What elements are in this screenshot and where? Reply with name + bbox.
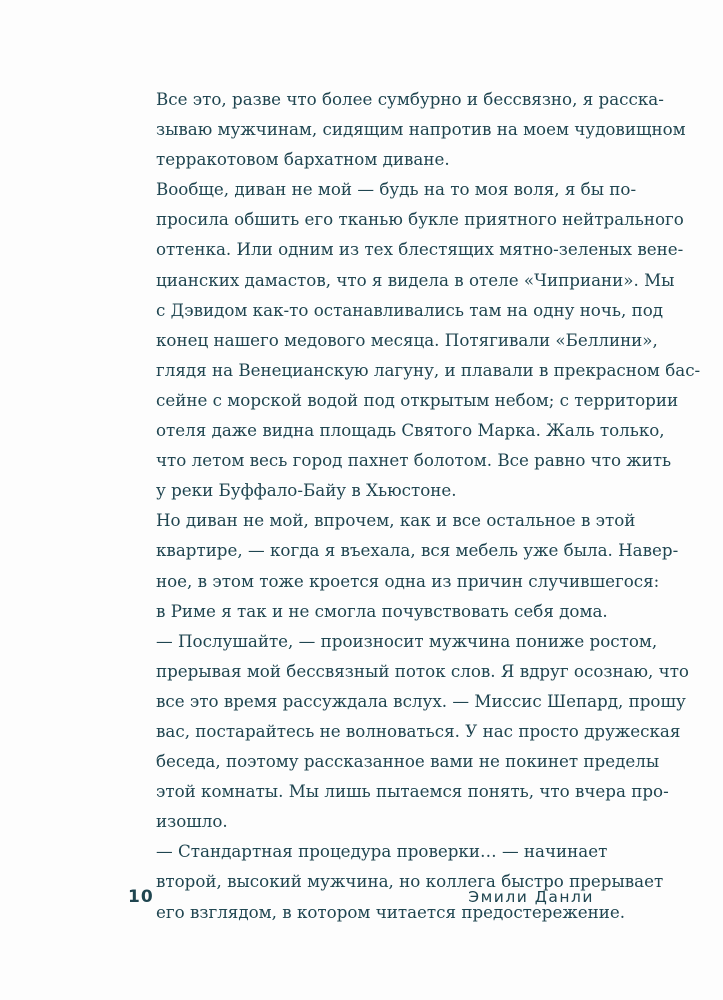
- text-line: — Послушайте, — произносит мужчина пониже ростом,: [156, 630, 658, 651]
- text-line: просила обшить его тканью букле приятного нейтрального: [156, 209, 684, 230]
- text-line: Все это, разве что более сумбурно и бессвязно, я расска-: [156, 89, 664, 109]
- text-line: Но диван не мой, впрочем, как и все остальное в этой: [156, 510, 636, 531]
- text-line: этой комнаты. Мы лишь пытаемся понять, что вчера про-: [156, 781, 669, 802]
- paragraph: [128, 174, 701, 505]
- text-line: прерывая мой бессвязный поток слов. Я вдруг осознаю, что: [156, 660, 689, 681]
- text-line: все это время рассуждала вслух. — Миссис Шепард, прошу: [156, 690, 686, 711]
- text-line: беседа, поэтому рассказанное вами не покинет пределы: [156, 751, 660, 772]
- running-author: Эмили Данли: [468, 888, 594, 906]
- paragraph: [128, 505, 679, 625]
- paragraph: [128, 84, 686, 174]
- text-line: квартире, — когда я въехала, вся мебель уже была. Навер-: [156, 540, 679, 561]
- paragraph: [128, 836, 664, 926]
- text-line: цианских дамастов, что я видела в отеле «Чиприани». Мы: [156, 269, 675, 290]
- text-line: с Дэвидом как-то останавливались там на одну ночь, под: [156, 299, 664, 320]
- text-line: ное, в этом тоже кроется одна из причин случившегося:: [156, 570, 660, 591]
- text-line: конец нашего медового месяца. Потягивали «Беллини»,: [156, 329, 658, 350]
- text-line: изошло.: [156, 811, 228, 832]
- page-number: 10: [128, 887, 154, 907]
- text-line: оттенка. Или одним из тех блестящих мятно-зеленых вене-: [156, 239, 684, 260]
- text-line: глядя на Венецианскую лагуну, и плавали в прекрасном бас-: [156, 359, 701, 380]
- paragraph: [128, 626, 689, 837]
- text-line: — Стандартная процедура проверки… — начинает: [156, 841, 608, 862]
- text-line: отеля даже видна площадь Святого Марка. Жаль только,: [156, 420, 665, 441]
- text-line: зываю мужчинам, сидящим напротив на моем чудовищном: [156, 119, 686, 140]
- text-line: второй, высокий мужчина, но коллега быстро прерывает: [156, 871, 664, 892]
- text-line: что летом весь город пахнет болотом. Все равно что жить: [156, 450, 672, 471]
- text-line: в Риме я так и не смогла почувствовать себя дома.: [156, 600, 608, 621]
- text-line: вас, постарайтесь не волноваться. У нас просто дружеская: [156, 720, 681, 741]
- text-line: Вообще, диван не мой — будь на то моя воля, я бы по-: [156, 179, 637, 200]
- page-body: [128, 84, 701, 927]
- text-line: его взглядом, в котором читается предостережение.: [156, 901, 626, 922]
- text-line: терракотовом бархатном диване.: [156, 149, 450, 170]
- page-footer: [128, 887, 594, 907]
- text-line: сейне с морской водой под открытым небом; с территории: [156, 389, 679, 410]
- text-line: у реки Буффало-Байу в Хьюстоне.: [156, 480, 457, 501]
